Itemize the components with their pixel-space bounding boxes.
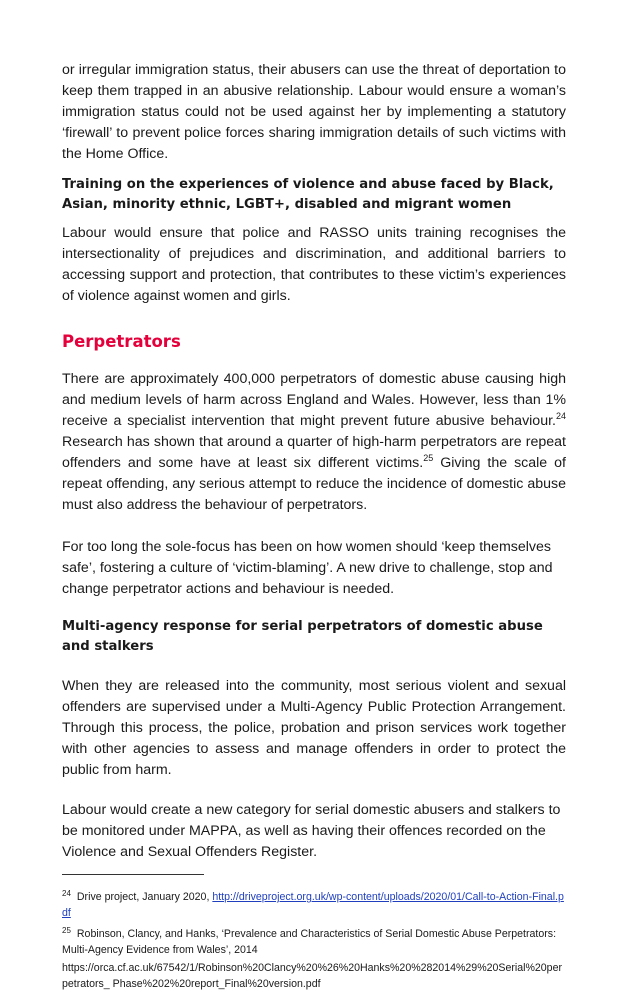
section-title-perpetrators: Perpetrators [62, 332, 181, 351]
footnote-link[interactable]: http://driveproject.org.uk/wp-content/uploads/2020/01/Call-to-Action-Final.pdf [62, 891, 564, 919]
perpetrators-text-c: Giving the scale of repeat offending, any serious attempt to reduce the incidence of domestic abuse must also address the behaviour of perpetrators. [62, 455, 566, 513]
footnote-number: 25 [62, 926, 71, 935]
heading-training: Training on the experiences of violence and abuse faced by Black, Asian, minority ethnic, LGBT+, disabled and migrant women [62, 177, 554, 212]
perpetrators-text-a: There are approximately 400,000 perpetrators of domestic abuse causing high and medium levels of harm across England and Wales. However, less than 1% receive a specialist intervention that might prevent future abusive behaviour. [62, 371, 566, 429]
footnote-text: Robinson, Clancy, and Hanks, ‘Prevalence and Characteristics of Serial Domestic Abuse Perpetrators: Multi-Agency Evidence from Wales’, 2014 [62, 928, 557, 956]
paragraph-perpetrators [62, 369, 566, 516]
paragraph-victim-blaming: For too long the sole-focus has been on how women should ‘keep themselves safe’, fostering a culture of ‘victim-blaming’. A new drive to challenge, stop and change perpetrator actions and behaviour is needed. [62, 539, 553, 597]
paragraph-labour-category: Labour would create a new category for serial domestic abusers and stalkers to be monitored under MAPPA, as well as having their offences recorded on the Violence and Sexual Offenders Register. [62, 802, 561, 860]
footnote-25 [62, 923, 566, 992]
heading-multi-agency: Multi-agency response for serial perpetrators of domestic abuse and stalkers [62, 619, 543, 654]
paragraph-immigration: or irregular immigration status, their abusers can use the threat of deportation to keep them trapped in an abusive relationship. Labour would ensure a woman’s immigration status could not be used against her by implementing a statutory ‘firewall’ to prevent police forces sharing immigration details of such victims with the Home Office. [62, 62, 566, 162]
perpetrators-text-b: Research has shown that around a quarter of high-harm perpetrators are repeat offenders and some have at least six different victims. [62, 434, 566, 471]
footnote-divider [62, 874, 204, 875]
footnote-url: https://orca.cf.ac.uk/67542/1/Robinson%20Clancy%20%26%20Hanks%20%282014%29%20Serial%20perpetrators_ Phase%202%20report_Final%20version.pdf [62, 962, 562, 990]
paragraph-mappa: When they are released into the community, most serious violent and sexual offenders are supervised under a Multi-Agency Public Protection Arrangement. Through this process, the police, probation and prison services work together with other agencies to assess and manage offenders in order to protect the public from harm. [62, 678, 566, 778]
footnote-number: 24 [62, 889, 71, 898]
footnote-text: Drive project, January 2020, [76, 891, 213, 903]
paragraph-training: Labour would ensure that police and RASSO units training recognises the intersectionality of prejudices and discrimination, and additional barriers to accessing support and protection, that contributes to these victim’s experiences of violence against women and girls. [62, 225, 566, 304]
document-page [62, 60, 566, 992]
footnote-ref-24[interactable]: 24 [555, 411, 566, 421]
footnote-ref-25[interactable]: 25 [423, 453, 434, 463]
footnote-24 [62, 886, 566, 921]
